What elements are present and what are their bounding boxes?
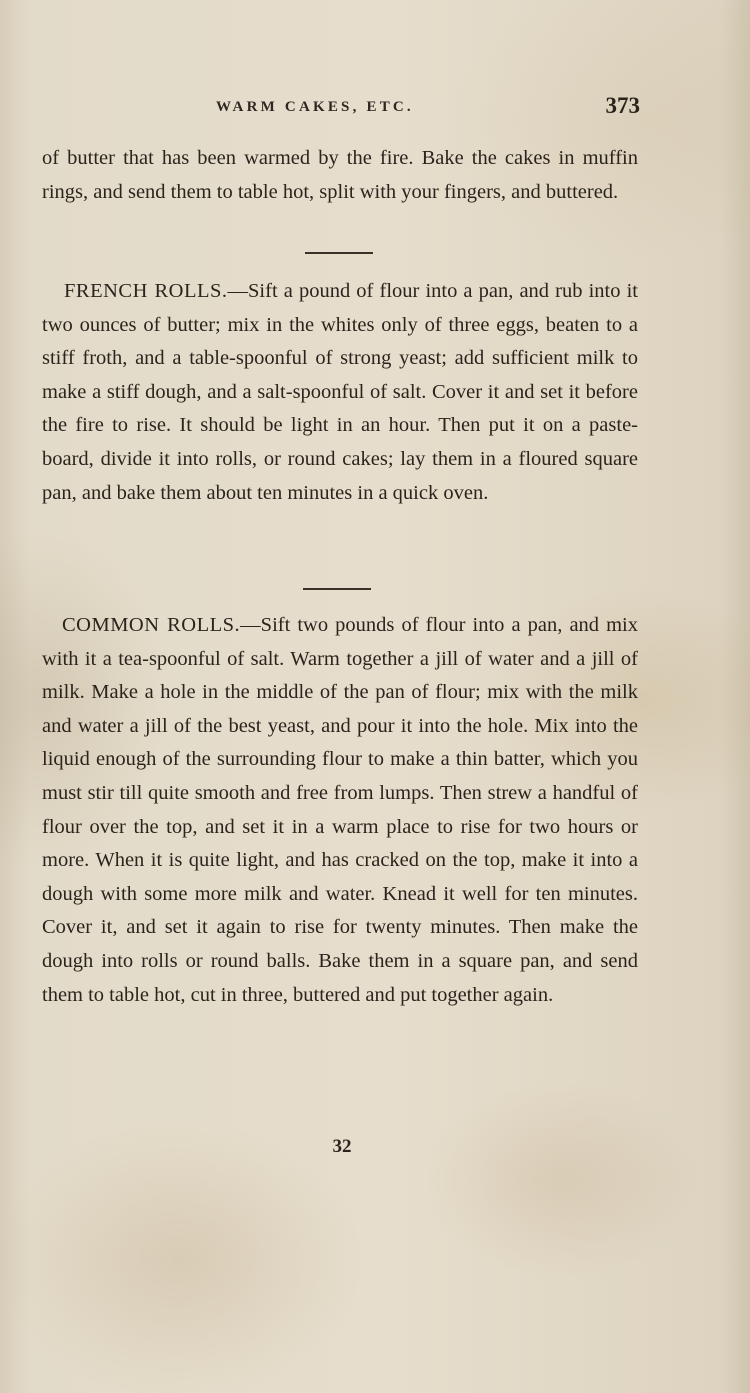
paragraph-french-rolls	[42, 275, 638, 510]
section-divider	[303, 588, 371, 590]
page-header	[40, 93, 640, 127]
paragraph-continuation: of butter that has been warmed by the fire. Bake the cakes in muffin rings, and send them to table hot, split with your fingers, and buttered.	[42, 147, 638, 203]
section-divider	[305, 252, 373, 254]
signature-mark: 32	[332, 1136, 352, 1157]
running-title: WARM CAKES, ETC.	[216, 99, 414, 115]
recipe-heading-common-rolls: COMMON ROLLS.	[62, 614, 241, 636]
recipe-text-common-rolls: —Sift two pounds of flour into a pan, and mix with it a tea-spoonful of salt. Warm together a jill of water and a jill of milk. Make a hole in the middle of the pan of flour; mix with the milk and water a jill of the best yeast, and pour it into the hole. Mix into the liquid enough of the surrounding flour to make a thin batter, which you must stir till quite smooth and free from lumps. Then strew a handful of flour over the top, and set it in a warm place to rise for two hours or more. When it is quite light, and has cracked on the top, make it into a dough with some more milk and water. Knead it well for ten minutes. Cover it, and set it again to rise for twenty minutes. Then make the dough into rolls or round balls. Bake them in a square pan, and send them to table hot, cut in three, buttered and put together again.	[42, 614, 639, 1006]
recipe-text-french-rolls: —Sift a pound of flour into a pan, and rub into it two ounces of butter; mix in the whites only of three eggs, beaten to a stiff froth, and a table-spoonful of strong yeast; add sufficient milk to make a stiff dough, and a salt-spoonful of salt. Cover it and set it before the fire to rise. It should be light in an hour. Then put it on a paste-board, divide it into rolls, or round cakes; lay them in a floured square pan, and bake them about ten minutes in a quick oven.	[42, 280, 638, 504]
page-number: 373	[605, 93, 640, 118]
recipe-heading-french-rolls: FRENCH ROLLS.	[64, 280, 228, 302]
paragraph-common-rolls	[42, 609, 638, 1012]
